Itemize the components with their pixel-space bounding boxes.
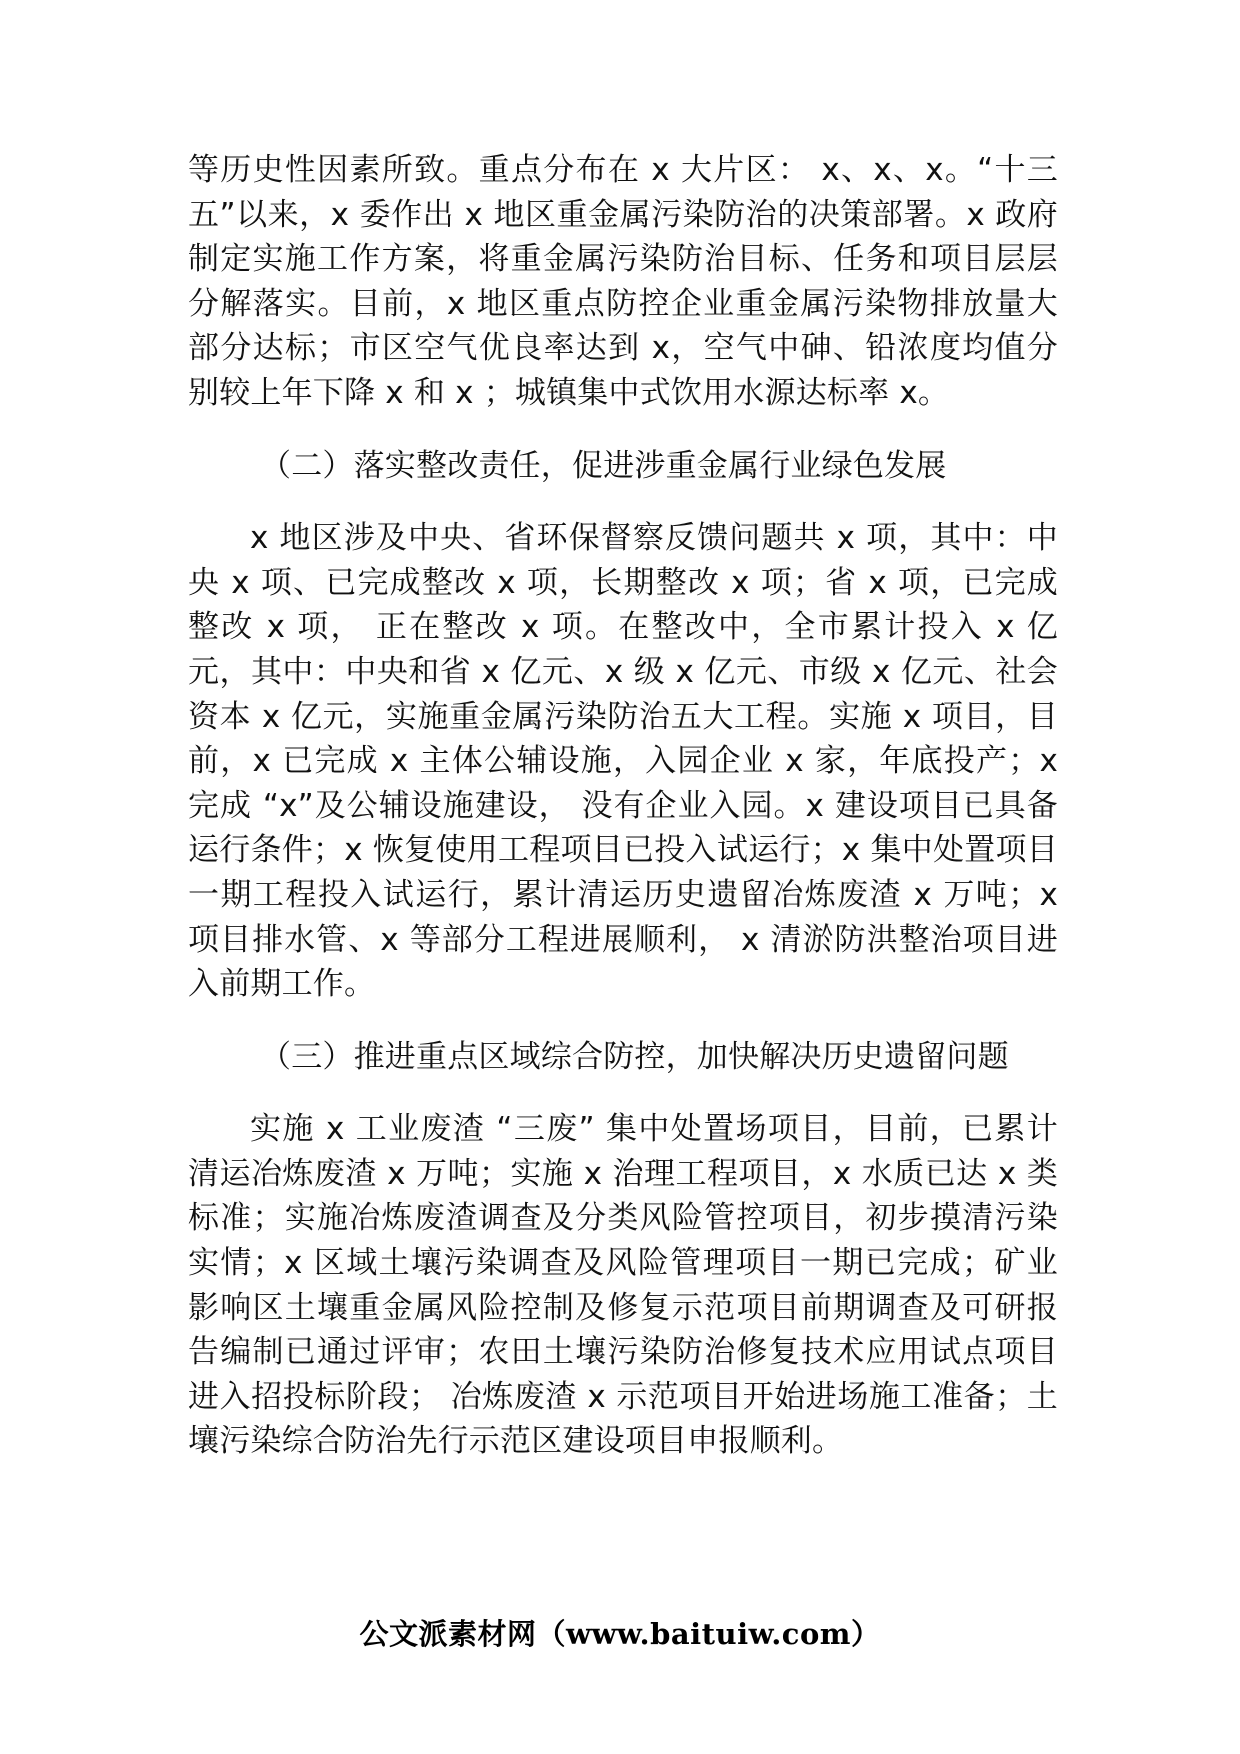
paragraph-continued: 等历史性因素所致。重点分布在 x 大片区： x、x、x。“十三五”以来，x 委作出 x 地区重金属污染防治的决策部署。x 政府制定实施工作方案，将重金属污染防治目标、任务和项目层层分解落实。目前，x 地区重点防控企业重金属污染物排放量大部分达标；市区空气优良率达到 x，空气中砷、铅浓度均值分别较上年下降 x 和 x ；城镇集中式饮用水源达标率 x。 bbox=[188, 152, 1058, 411]
section-heading-3: （三）推进重点区域综合防控，加快解决历史遗留问题 bbox=[260, 1038, 1009, 1075]
document-body bbox=[188, 148, 1058, 1464]
paragraph-2: x 地区涉及中央、省环保督察反馈问题共 x 项，其中：中央 x 项、已完成整改 x 项，长期整改 x 项；省 x 项，已完成整改 x 项， 正在整改 x 项。在整改中，全市累计投入 x 亿元，其中：中央和省 x 亿元、x 级 x 亿元、市级 x 亿元、社会资本 x 亿元，实施重金属污染防治五大工程。实施 x 项目，目前，x 已完成 x 主体公辅设施，入园企业 x 家，年底投产；x 完成 “x”及公辅设施建设， 没有企业入园。x 建设项目已具备运行条件；x 恢复使用工程项目已投入试运行；x 集中处置项目一期工程投入试运行，累计清运历史遗留冶炼废渣 x 万吨；x 项目排水管、x 等部分工程进展顺利， x 清淤防洪整治项目进入前期工作。 bbox=[188, 520, 1058, 1003]
spacer bbox=[188, 1007, 1058, 1035]
paragraph-3: 实施 x 工业废渣 “三废” 集中处置场项目，目前，已累计清运冶炼废渣 x 万吨；实施 x 治理工程项目，x 水质已达 x 类标准；实施冶炼废渣调查及分类风险管控项目，初步摸清污染实情；x 区域土壤污染调查及风险管理项目一期已完成；矿业影响区土壤重金属风险控制及修复示范项目前期调查及可研报告编制已通过评审；农田土壤污染防治修复技术应用试点项目进入招投标阶段； 冶炼废渣 x 示范项目开始进场施工准备；土壤污染综合防治先行示范区建设项目申报顺利。 bbox=[188, 1111, 1058, 1460]
section-heading-2: （二）落实整改责任，促进涉重金属行业绿色发展 bbox=[260, 447, 947, 484]
spacer bbox=[188, 1079, 1058, 1107]
spacer bbox=[188, 488, 1058, 516]
spacer bbox=[188, 416, 1058, 444]
footer-watermark: 公文派素材网（www.baituiw.com） bbox=[359, 1617, 881, 1651]
